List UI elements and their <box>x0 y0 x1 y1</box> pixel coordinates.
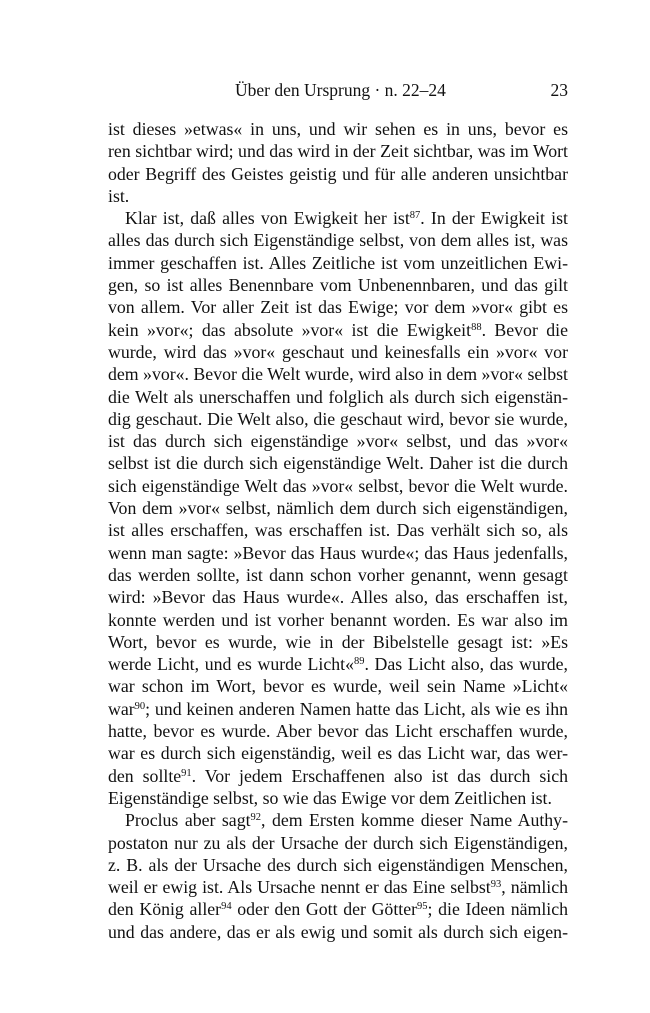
text-line <box>108 631 568 653</box>
footnote-marker: 94 <box>221 901 232 913</box>
line-text: . Das Licht also, das wurde, <box>364 654 568 675</box>
line-text: hatte, bevor es wurde. Aber bevor das Licht erschaffen wurde, <box>108 721 568 742</box>
line-text: den König aller <box>108 899 222 920</box>
text-line <box>108 386 568 408</box>
footnote-marker: 90 <box>134 700 146 712</box>
text-line <box>108 765 568 787</box>
line-text: z. B. als der Ursache des durch sich eigenständigen Menschen, <box>108 854 568 875</box>
line-text: ren sichtbar wird; und das wird in der Zeit sichtbar, was im Wort <box>108 141 568 162</box>
text-line <box>108 319 568 341</box>
text-line <box>108 229 568 251</box>
text-line <box>108 564 568 586</box>
text-line <box>108 363 568 385</box>
text-line <box>108 430 568 452</box>
text-line <box>108 832 568 854</box>
line-text: Wort, bevor es wurde, wie in der Bibelstelle gesagt ist: »Es <box>108 631 568 652</box>
text-line <box>108 787 568 809</box>
line-text: oder Begriff des Geistes geistig und für alle anderen unsichtbar <box>108 163 568 184</box>
line-text: von allem. Vor aller Zeit ist das Ewige; vor dem »vor« gibt es <box>108 297 568 318</box>
line-text: war es durch sich eigenständig, weil es das Licht war, das wer- <box>108 743 568 764</box>
line-text: selbst ist die durch sich eigenständige Welt. Daher ist die durch <box>108 453 568 474</box>
text-line <box>108 586 568 608</box>
line-text: die Welt als unerschaffen und folglich als durch sich eigenstän- <box>108 386 568 407</box>
text-line <box>108 252 568 274</box>
line-text: . Bevor die <box>481 319 568 340</box>
line-text: alles das durch sich Eigenständige selbst, von dem alles ist, was <box>108 230 568 251</box>
text-line <box>108 497 568 519</box>
line-text: . In der Ewigkeit ist <box>420 208 568 229</box>
line-text: ist das durch sich eigenständige »vor« selbst, und das »vor« <box>108 431 568 452</box>
line-text: gen, so ist alles Benennbare vom Unbenennbaren, und das gilt <box>108 275 568 296</box>
line-text: ist. <box>108 185 130 206</box>
line-text: ist alles erschaffen, was erschaffen ist. Das verhält sich so, als <box>108 520 568 541</box>
footnote-marker: 92 <box>250 812 262 824</box>
footnote-marker: 93 <box>490 879 502 891</box>
text-line <box>108 408 568 430</box>
footnote-marker: 87 <box>409 210 421 222</box>
running-title: Über den Ursprung · n. 22–24 <box>235 80 446 100</box>
line-text: konnte werden und ist vorher benannt worden. Es war also im <box>108 609 568 630</box>
text-line <box>108 163 568 185</box>
line-text: weil er ewig ist. Als Ursache nennt er das Eine selbst <box>108 877 491 898</box>
text-line <box>108 185 568 207</box>
line-text: wenn man sagte: »Bevor das Haus wurde«; das Haus jedenfalls, <box>108 542 568 563</box>
line-text: werde Licht, und es wurde Licht« <box>108 654 354 675</box>
line-text: ; und keinen anderen Namen hatte das Licht, als wie es ihn <box>145 698 568 719</box>
line-text: , nämlich <box>501 877 568 898</box>
text-line <box>108 854 568 876</box>
footnote-marker: 95 <box>417 901 428 913</box>
text-line <box>108 698 568 720</box>
line-text: das werden sollte, ist dann schon vorher genannt, wenn gesagt <box>108 564 568 585</box>
line-text: . Vor jedem Erschaffenen also ist das durch sich <box>191 765 568 786</box>
text-line <box>108 296 568 318</box>
line-text: , dem Ersten komme dieser Name Authy- <box>261 810 568 831</box>
line-text: kein »vor«; das absolute »vor« ist die Ewigkeit <box>108 319 472 340</box>
line-text: und das andere, das er als ewig und somit als durch sich eigen- <box>108 921 568 942</box>
line-text: Eigenständige selbst, so wie das Ewige vor dem Zeitlichen ist. <box>108 787 552 808</box>
body-text <box>108 118 568 943</box>
footnote-marker: 88 <box>471 321 482 333</box>
text-line <box>108 118 568 140</box>
text-line <box>108 542 568 564</box>
line-text: dem »vor«. Bevor die Welt wurde, wird also in dem »vor« selbst <box>108 364 568 385</box>
line-text: ; die Ideen nämlich <box>427 899 568 920</box>
line-text: dig geschaut. Die Welt also, die geschaut wird, bevor sie wurde, <box>108 408 568 429</box>
text-line <box>108 341 568 363</box>
text-line <box>108 720 568 742</box>
line-text: oder den Gott der Götter <box>231 899 418 920</box>
line-text: war schon im Wort, bevor es wurde, weil sein Name »Licht« <box>108 676 568 697</box>
text-line <box>108 898 568 920</box>
text-line <box>108 475 568 497</box>
line-text: wurde, wird das »vor« geschaut und keinesfalls ein »vor« vor <box>108 341 568 362</box>
text-line <box>108 653 568 675</box>
text-line <box>108 675 568 697</box>
page-number: 23 <box>550 80 568 100</box>
line-text: sich eigenständige Welt das »vor« selbst, bevor die Welt wurde. <box>108 475 568 496</box>
text-line <box>108 274 568 296</box>
text-line <box>108 140 568 162</box>
line-text: war <box>108 698 135 719</box>
line-text: Klar ist, daß alles von Ewigkeit her ist <box>125 208 410 229</box>
text-line <box>108 452 568 474</box>
text-line <box>108 742 568 764</box>
line-text: wird: »Bevor das Haus wurde«. Alles also, das erschaffen ist, <box>108 587 568 608</box>
text-line <box>108 519 568 541</box>
line-text: den sollte <box>108 765 182 786</box>
footnote-marker: 91 <box>181 767 192 779</box>
line-text: ist dieses »etwas« in uns, und wir sehen es in uns, bevor es <box>108 119 568 139</box>
line-text: Von dem »vor« selbst, nämlich dem durch sich eigenständigen, <box>108 498 568 519</box>
text-line <box>108 609 568 631</box>
text-line <box>108 809 568 831</box>
footnote-marker: 89 <box>353 656 365 668</box>
text-line <box>108 921 568 943</box>
line-text: Proclus aber sagt <box>125 810 251 831</box>
text-line <box>108 876 568 898</box>
line-text: immer geschaffen ist. Alles Zeitliche ist vom unzeitlichen Ewi- <box>108 252 568 273</box>
text-line <box>108 207 568 229</box>
line-text: postaton nur zu als der Ursache der durch sich Eigenständigen, <box>108 832 568 853</box>
